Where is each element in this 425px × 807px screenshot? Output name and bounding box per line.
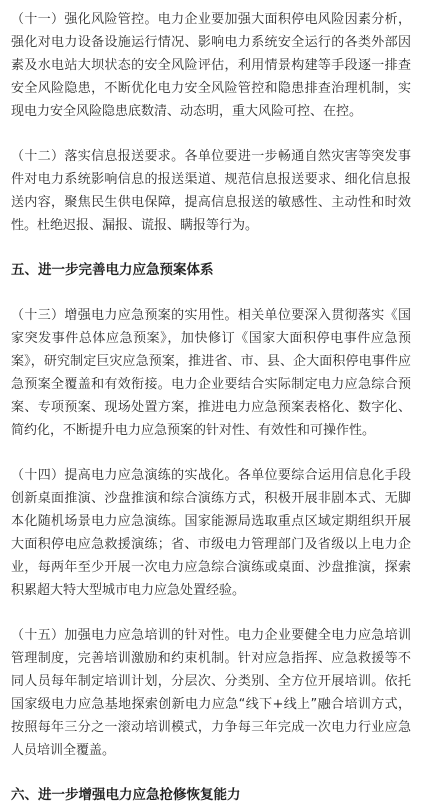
- paragraph-15: （十五）加强电力应急培训的针对性。电力企业要健全电力应急培训管理制度，完善培训激励和约束机制。针对应急指挥、应急救援等不同人员每年制定培训计划，分层次、分类别、全方位开展培训。依托国家级电力应急基地探索创新电力应急“线下+线上”融合培训方式，按照每年三分之一滚动培训模式，力争每三年完成一次电力行业应急人员培训全覆盖。: [11, 628, 411, 758]
- section-heading-6: 六、进一步增强电力应急抢修恢复能力: [11, 787, 241, 803]
- paragraph-gap: [11, 282, 411, 304]
- paragraph-13: （十三）增强电力应急预案的实用性。相关单位要深入贯彻落实《国家突发事件总体应急预案》，加快修订《国家大面积停电事件应急预案》，研究制定巨灾应急预案，推进省、市、县、企大面积停电事件应急预案全覆盖和有效衔接。电力企业要结合实际制定电力应急综合预案、专项预案、现场处置方案，推进电力应急预案表格化、数字化、简约化，不断提升电力应急预案的针对性、有效性和可操作性。: [11, 308, 411, 438]
- paragraph-gap: [11, 237, 411, 259]
- section-heading-5: 五、进一步完善电力应急预案体系: [11, 262, 214, 278]
- paragraph-gap: [11, 442, 411, 464]
- paragraph-14: （十四）提高电力应急演练的实战化。各单位要综合运用信息化手段创新桌面推演、沙盘推演和综合演练方式，积极开展非剧本式、无脚本化随机场景电力应急演练。国家能源局选取重点区域定期组织开展大面积停电应急救援演练；省、市级电力管理部门及省级以上电力企业，每两年至少开展一次电力应急综合演练或桌面、沙盘推演，探索积累超大特大型城市电力应急处置经验。: [11, 468, 411, 598]
- paragraph-12: （十二）落实信息报送要求。各单位要进一步畅通自然灾害等突发事件对电力系统影响信息的报送渠道、规范信息报送要求、细化信息报送内容，聚焦民生供电保障，提高信息报送的敏感性、主动性和时效性。杜绝迟报、漏报、谎报、瞒报等行为。: [11, 149, 411, 233]
- paragraph-gap: [11, 762, 411, 784]
- paragraph-11: （十一）强化风险管控。电力企业要加强大面积停电风险因素分析，强化对电力设备设施运行情况、影响电力系统安全运行的各类外部因素及水电站大坝状态的安全风险评估，利用情景构建等手段逐一排查安全风险隐患，不断优化电力安全风险管控和隐患排查治理机制，实现电力安全风险隐患底数清、动态明，重大风险可控、在控。: [11, 12, 411, 119]
- paragraph-gap: [11, 602, 411, 624]
- paragraph-gap: [11, 123, 411, 145]
